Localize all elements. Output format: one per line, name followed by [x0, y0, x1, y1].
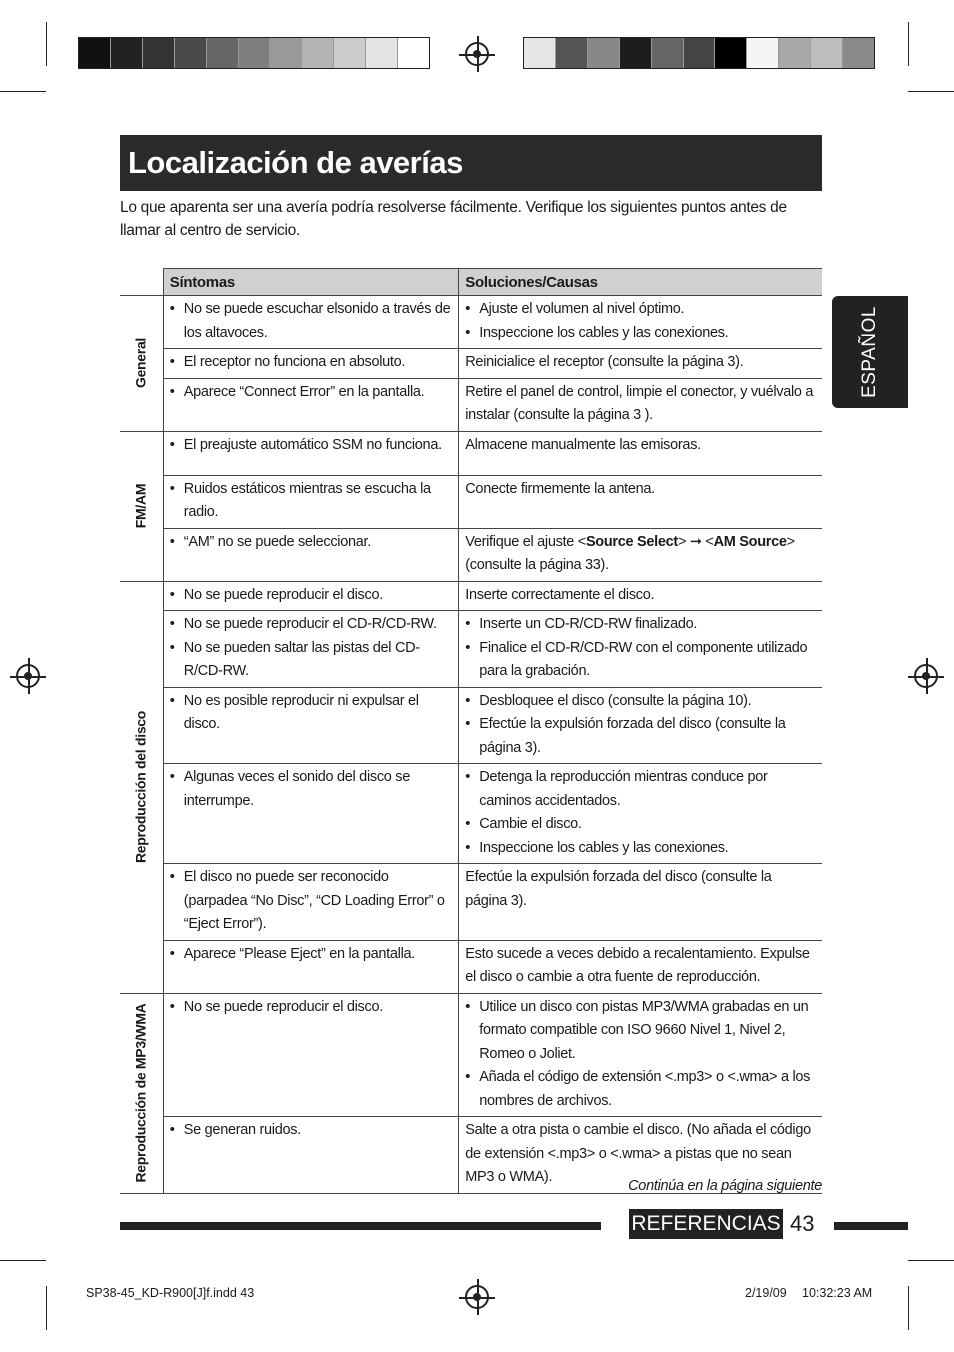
crop-mark: [908, 1286, 909, 1330]
table-row: [120, 611, 822, 688]
symptom: • El receptor no funciona en absoluto.: [170, 351, 452, 375]
solution: Efectúe la expulsión forzada del disco (consulte la página 3).: [459, 864, 822, 941]
table-row: [120, 378, 822, 431]
solution: Conecte firmemente la antena.: [459, 475, 822, 528]
crop-mark: [46, 22, 47, 66]
table-row: [120, 349, 822, 379]
table-row: [120, 764, 822, 864]
solution: • Añada el código de extensión <.mp3> o <.wma> a los nombres de archivos.: [465, 1066, 816, 1113]
symptoms-header: Síntomas: [163, 269, 458, 296]
symptom: • “AM” no se puede seleccionar.: [170, 531, 452, 555]
solutions-header: Soluciones/Causas: [459, 269, 822, 296]
table-row: [120, 296, 822, 349]
footer-time: 10:32:23 AM: [802, 1286, 873, 1300]
symptom: • No se puede escuchar elsonido a través de los altavoces.: [170, 298, 452, 345]
registration-mark-icon: [16, 664, 40, 688]
symptom: • No se pueden saltar las pistas del CD-R/CD-RW.: [170, 637, 452, 684]
solution: Salte a otra pista o cambie el disco. (No añada el código de extensión <.mp3> o <.wma> a pistas que no sean MP3 o WMA).: [459, 1117, 822, 1194]
registration-mark-icon: [465, 42, 489, 66]
symptom: • Algunas veces el sonido del disco se interrumpe.: [170, 766, 452, 813]
crop-mark: [0, 1260, 46, 1261]
symptom: • No se puede reproducir el disco.: [170, 584, 452, 608]
symptom: • Ruidos estáticos mientras se escucha la radio.: [170, 478, 452, 525]
page-title: Localización de averías: [128, 145, 463, 180]
table-row: [120, 864, 822, 941]
page-number: 43: [790, 1211, 815, 1236]
solution: Esto sucede a veces debido a recalentamiento. Expulse el disco o cambie a otra fuente de reproducción.: [459, 940, 822, 993]
table-row: [120, 528, 822, 581]
footer-date: 2/19/09: [745, 1286, 787, 1300]
table-row: [120, 993, 822, 1117]
grayscale-bar-left: [78, 37, 430, 69]
solution: Inserte correctamente el disco.: [459, 581, 822, 611]
crop-mark: [0, 91, 46, 92]
crop-mark: [46, 1286, 47, 1330]
symptom: • No se puede reproducir el CD-R/CD-RW.: [170, 613, 452, 637]
solution: • Inspeccione los cables y las conexiones.: [465, 837, 816, 861]
solution: • Desbloquee el disco (consulte la página 10).: [465, 690, 816, 714]
solution: Reinicialice el receptor (consulte la página 3).: [459, 349, 822, 379]
solution: • Detenga la reproducción mientras conduce por caminos accidentados.: [465, 766, 816, 813]
table-row: [120, 581, 822, 611]
table-row: [120, 431, 822, 475]
solution: Almacene manualmente las emisoras.: [459, 431, 822, 475]
continues-note: Continúa en la página siguiente: [628, 1178, 822, 1194]
solution: • Efectúe la expulsión forzada del disco (consulte la página 3).: [465, 713, 816, 760]
symptom: • Aparece “Connect Error” en la pantalla.: [170, 381, 452, 405]
symptom: • El preajuste automático SSM no funciona.: [170, 434, 452, 458]
language-tab: [832, 296, 908, 408]
crop-mark: [908, 91, 954, 92]
symptom: • El disco no puede ser reconocido (parpadea “No Disc”, “CD Loading Error” o “Eject Error”).: [170, 866, 452, 937]
solution: • Ajuste el volumen al nivel óptimo.: [465, 298, 816, 322]
category-general: General: [120, 296, 163, 432]
table-row: [120, 687, 822, 764]
category-header: [120, 269, 163, 296]
solution: Retire el panel de control, limpie el conector, y vuélvalo a instalar (consulte la página 3 ).: [459, 378, 822, 431]
crop-mark: [908, 1260, 954, 1261]
solution: • Finalice el CD-R/CD-RW con el componente utilizado para la grabación.: [465, 637, 816, 684]
symptom: • No se puede reproducir el disco.: [170, 996, 452, 1020]
registration-mark-icon: [914, 664, 938, 688]
solution: • Inserte un CD-R/CD-RW finalizado.: [465, 613, 816, 637]
symptom: • Se generan ruidos.: [170, 1119, 452, 1143]
solution: • Inspeccione los cables y las conexiones.: [465, 322, 816, 346]
section-label: REFERENCIAS: [629, 1209, 783, 1239]
footer-rule: [834, 1222, 908, 1230]
symptom: • Aparece “Please Eject” en la pantalla.: [170, 943, 452, 967]
footer-file: SP38-45_KD-R900[J]f.indd 43: [86, 1286, 255, 1300]
footer-rule: [120, 1222, 601, 1230]
solution: • Utilice un disco con pistas MP3/WMA grabadas en un formato compatible con ISO 9660 Nivel 1, Nivel 2, Romeo o Joliet.: [465, 996, 816, 1067]
troubleshooting-table: [120, 268, 822, 1194]
table-row: [120, 940, 822, 993]
language-label: ESPAÑOL: [859, 306, 880, 398]
category-disc: Reproducción del disco: [120, 581, 163, 993]
solution: • Cambie el disco.: [465, 813, 816, 837]
symptom: • No es posible reproducir ni expulsar el disco.: [170, 690, 452, 737]
category-fmam: FM/AM: [120, 431, 163, 581]
intro-text: Lo que aparenta ser una avería podría resolverse fácilmente. Verifique los siguientes puntos antes de llamar al centro de servicio.: [120, 199, 787, 239]
category-mp3: Reproducción de MP3/WMA: [120, 993, 163, 1193]
grayscale-bar-right: [523, 37, 875, 69]
crop-mark: [908, 22, 909, 66]
table-row: [120, 475, 822, 528]
title-band: [120, 135, 822, 191]
solution: Verifique el ajuste <Source Select> ➞ <AM Source> (consulte la página 33).: [459, 528, 822, 581]
registration-mark-icon: [465, 1285, 489, 1309]
